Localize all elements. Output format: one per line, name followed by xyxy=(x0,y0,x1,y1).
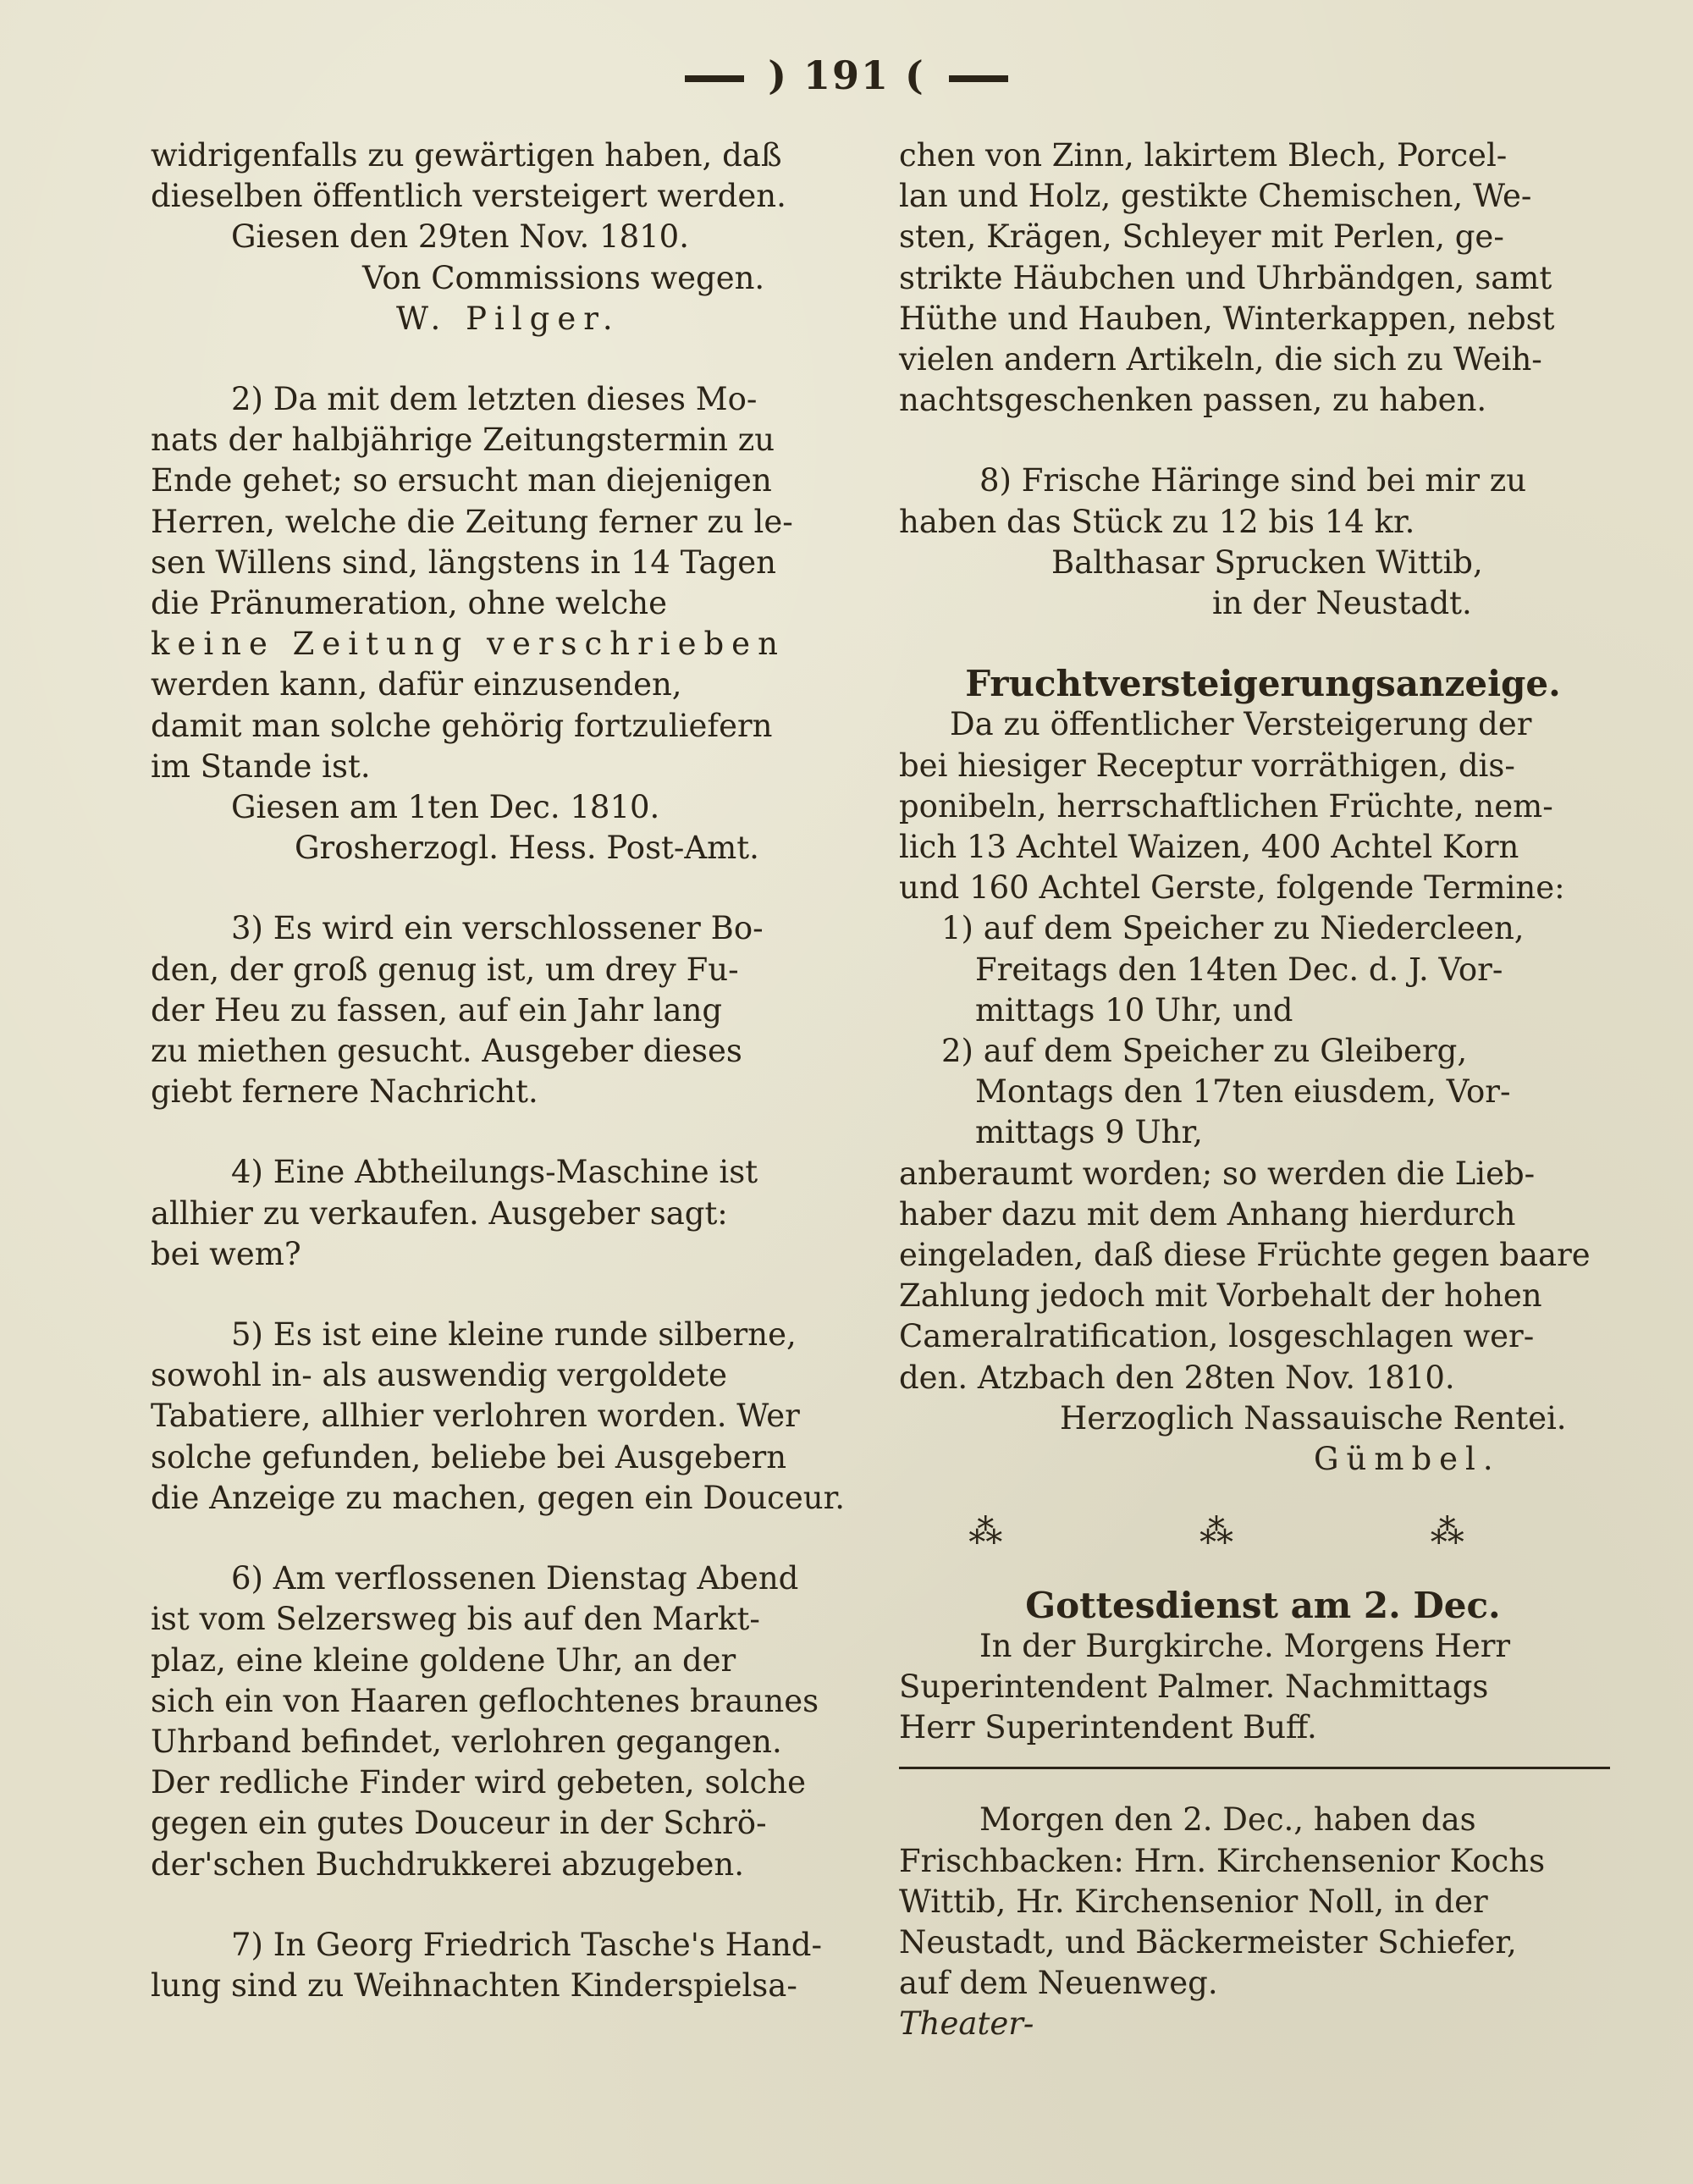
signature: Gümbel. xyxy=(1314,1441,1501,1478)
text-line: sen Willens sind, längstens in 14 Tagen xyxy=(151,543,776,581)
text-line: im Stande ist. xyxy=(151,747,371,785)
horizontal-rule xyxy=(899,1767,1610,1769)
page-number: ) 191 ( xyxy=(768,52,925,98)
notice-item-5: 5) Es ist eine kleine runde silberne, xyxy=(231,1316,797,1354)
text-line: den, der groß genug ist, um drey Fu- xyxy=(151,951,739,988)
notice-item-3: 3) Es wird ein verschlossener Bo- xyxy=(231,910,764,947)
text-line: keine Zeitung verschrieben xyxy=(151,626,786,663)
place-date: Giesen am 1ten Dec. 1810. xyxy=(231,789,660,826)
text-line: haber dazu mit dem Anhang hierdurch xyxy=(899,1195,1516,1233)
text-line: damit man solche gehörig fortzuliefern xyxy=(151,707,773,744)
text-line: lan und Holz, gestikte Chemischen, We- xyxy=(899,178,1532,215)
text-line: allhier zu verkaufen. Ausgeber sagt: xyxy=(151,1194,728,1232)
text-line: Superintendent Palmer. Nachmittags xyxy=(899,1668,1489,1705)
notice-item-7: 7) In Georg Friedrich Tasche's Hand- xyxy=(231,1926,822,1963)
text-line: eingeladen, daß diese Früchte gegen baare xyxy=(899,1237,1591,1274)
page-header xyxy=(0,52,1693,98)
text-line: ist vom Selzersweg bis auf den Markt- xyxy=(151,1601,760,1638)
text-line: die Anzeige zu machen, gegen ein Douceur. xyxy=(151,1479,845,1516)
text-line: auf dem Neuenweg. xyxy=(899,1965,1218,2002)
text-line: zu miethen gesucht. Ausgeber dieses xyxy=(151,1033,742,1070)
notice-item-2: 2) Da mit dem letzten dieses Mo- xyxy=(231,381,758,418)
text-line: Der redliche Finder wird gebeten, solche xyxy=(151,1764,806,1801)
notice-item-8: 8) Frische Häringe sind bei mir zu xyxy=(979,462,1527,499)
text-line: Wittib, Hr. Kirchensenior Noll, in der xyxy=(899,1883,1488,1920)
text-line: und 160 Achtel Gerste, folgende Termine: xyxy=(899,869,1565,907)
text-line: lung sind zu Weihnachten Kinderspielsa- xyxy=(151,1966,797,2004)
text-line: sich ein von Haaren geflochtenes braunes xyxy=(151,1682,819,1719)
text-line: den. Atzbach den 28ten Nov. 1810. xyxy=(899,1359,1455,1396)
text-line: In der Burgkirche. Morgens Herr xyxy=(979,1627,1511,1664)
text-line: werden kann, dafür einzusenden, xyxy=(151,666,682,703)
text-line: der'schen Buchdrukkerei abzugeben. xyxy=(151,1845,744,1883)
ornament-divider: ⁂ ⁂ ⁂ xyxy=(968,1513,1558,1553)
text-line: Montags den 17ten eiusdem, Vor- xyxy=(975,1073,1511,1111)
signature: Grosherzogl. Hess. Post-Amt. xyxy=(295,830,759,867)
text-line: Herren, welche die Zeitung ferner zu le- xyxy=(151,503,793,540)
section-heading: Gottesdienst am 2. Dec. xyxy=(1025,1584,1501,1626)
list-item: 2) auf dem Speicher zu Gleiberg, xyxy=(941,1033,1468,1070)
text-line: Zahlung jedoch mit Vorbehalt der hohen xyxy=(899,1277,1542,1315)
text-line: Neustadt, und Bäckermeister Schiefer, xyxy=(899,1923,1517,1961)
text-line: sten, Krägen, Schleyer mit Perlen, ge- xyxy=(899,218,1504,256)
notice-item-6: 6) Am verflossenen Dienstag Abend xyxy=(231,1560,799,1597)
text-line: plaz, eine kleine goldene Uhr, an der xyxy=(151,1641,736,1679)
text-line: bei hiesiger Receptur vorräthigen, dis- xyxy=(899,747,1515,784)
text-line: chen von Zinn, lakirtem Blech, Porcel- xyxy=(899,137,1508,174)
text-line: Hüthe und Hauben, Winterkappen, nebst xyxy=(899,300,1555,337)
text-line: Morgen den 2. Dec., haben das xyxy=(979,1801,1476,1839)
signature: Balthasar Sprucken Wittib, xyxy=(1051,543,1483,581)
text-line: Da zu öffentlicher Versteigerung der xyxy=(950,706,1532,743)
text-line: bei wem? xyxy=(151,1235,301,1272)
text-line: Freitags den 14ten Dec. d. J. Vor- xyxy=(975,951,1503,988)
authority-line: Von Commissions wegen. xyxy=(362,259,765,296)
text-line: lich 13 Achtel Waizen, 400 Achtel Korn xyxy=(899,829,1519,866)
right-column xyxy=(899,135,1627,2045)
catchword: Theater- xyxy=(899,2005,1034,2043)
text-line: nachtsgeschenken passen, zu haben. xyxy=(899,382,1487,419)
text-line: Tabatiere, allhier verlohren worden. Wer xyxy=(151,1398,800,1435)
text-line: mittags 9 Uhr, xyxy=(975,1114,1203,1151)
header-dash-left xyxy=(685,75,744,82)
text-line: der Heu zu fassen, auf ein Jahr lang xyxy=(151,991,723,1029)
text-line: Uhrband befindet, verlohren gegangen. xyxy=(151,1723,782,1760)
text-line: vielen andern Artikeln, die sich zu Weih- xyxy=(899,341,1542,378)
text-line: strikte Häubchen und Uhrbändgen, samt xyxy=(899,259,1552,296)
text-line: Cameralratification, losgeschlagen wer- xyxy=(899,1318,1535,1355)
signature-place: in der Neustadt. xyxy=(1212,585,1472,622)
text-line: giebt fernere Nachricht. xyxy=(151,1073,538,1111)
text-line: Frischbacken: Hrn. Kirchensenior Kochs xyxy=(899,1842,1546,1879)
text-line: mittags 10 Uhr, und xyxy=(975,991,1293,1029)
text-line: gegen ein gutes Douceur in der Schrö- xyxy=(151,1805,767,1842)
section-heading: Fruchtversteigerungsanzeige. xyxy=(965,663,1561,705)
text-line: anberaumt worden; so werden die Lieb- xyxy=(899,1155,1536,1192)
text-line: die Pränumeration, ohne welche xyxy=(151,585,667,622)
left-column xyxy=(151,135,879,2006)
text-line: ponibeln, herrschaftlichen Früchte, nem- xyxy=(899,787,1553,825)
header-dash-right xyxy=(949,75,1008,82)
text-line: Herr Superintendent Buff. xyxy=(899,1709,1317,1746)
text-line: Ende gehet; so ersucht man diejenigen xyxy=(151,462,772,499)
signature: W. Pilger. xyxy=(396,300,620,337)
list-item: 1) auf dem Speicher zu Niedercleen, xyxy=(941,910,1525,947)
authority-line: Herzoglich Nassauische Rentei. xyxy=(1060,1399,1567,1437)
text-line: nats der halbjährige Zeitungstermin zu xyxy=(151,422,775,459)
notice-item-4: 4) Eine Abtheilungs-Maschine ist xyxy=(231,1154,758,1191)
text-line: solche gefunden, beliebe bei Ausgebern xyxy=(151,1438,787,1475)
place-date: Giesen den 29ten Nov. 1810. xyxy=(231,218,689,256)
text-line: dieselben öffentlich versteigert werden. xyxy=(151,178,786,215)
text-line: haben das Stück zu 12 bis 14 kr. xyxy=(899,503,1415,540)
text-line: widrigenfalls zu gewärtigen haben, daß xyxy=(151,137,782,174)
text-line: sowohl in- als auswendig vergoldete xyxy=(151,1357,728,1394)
